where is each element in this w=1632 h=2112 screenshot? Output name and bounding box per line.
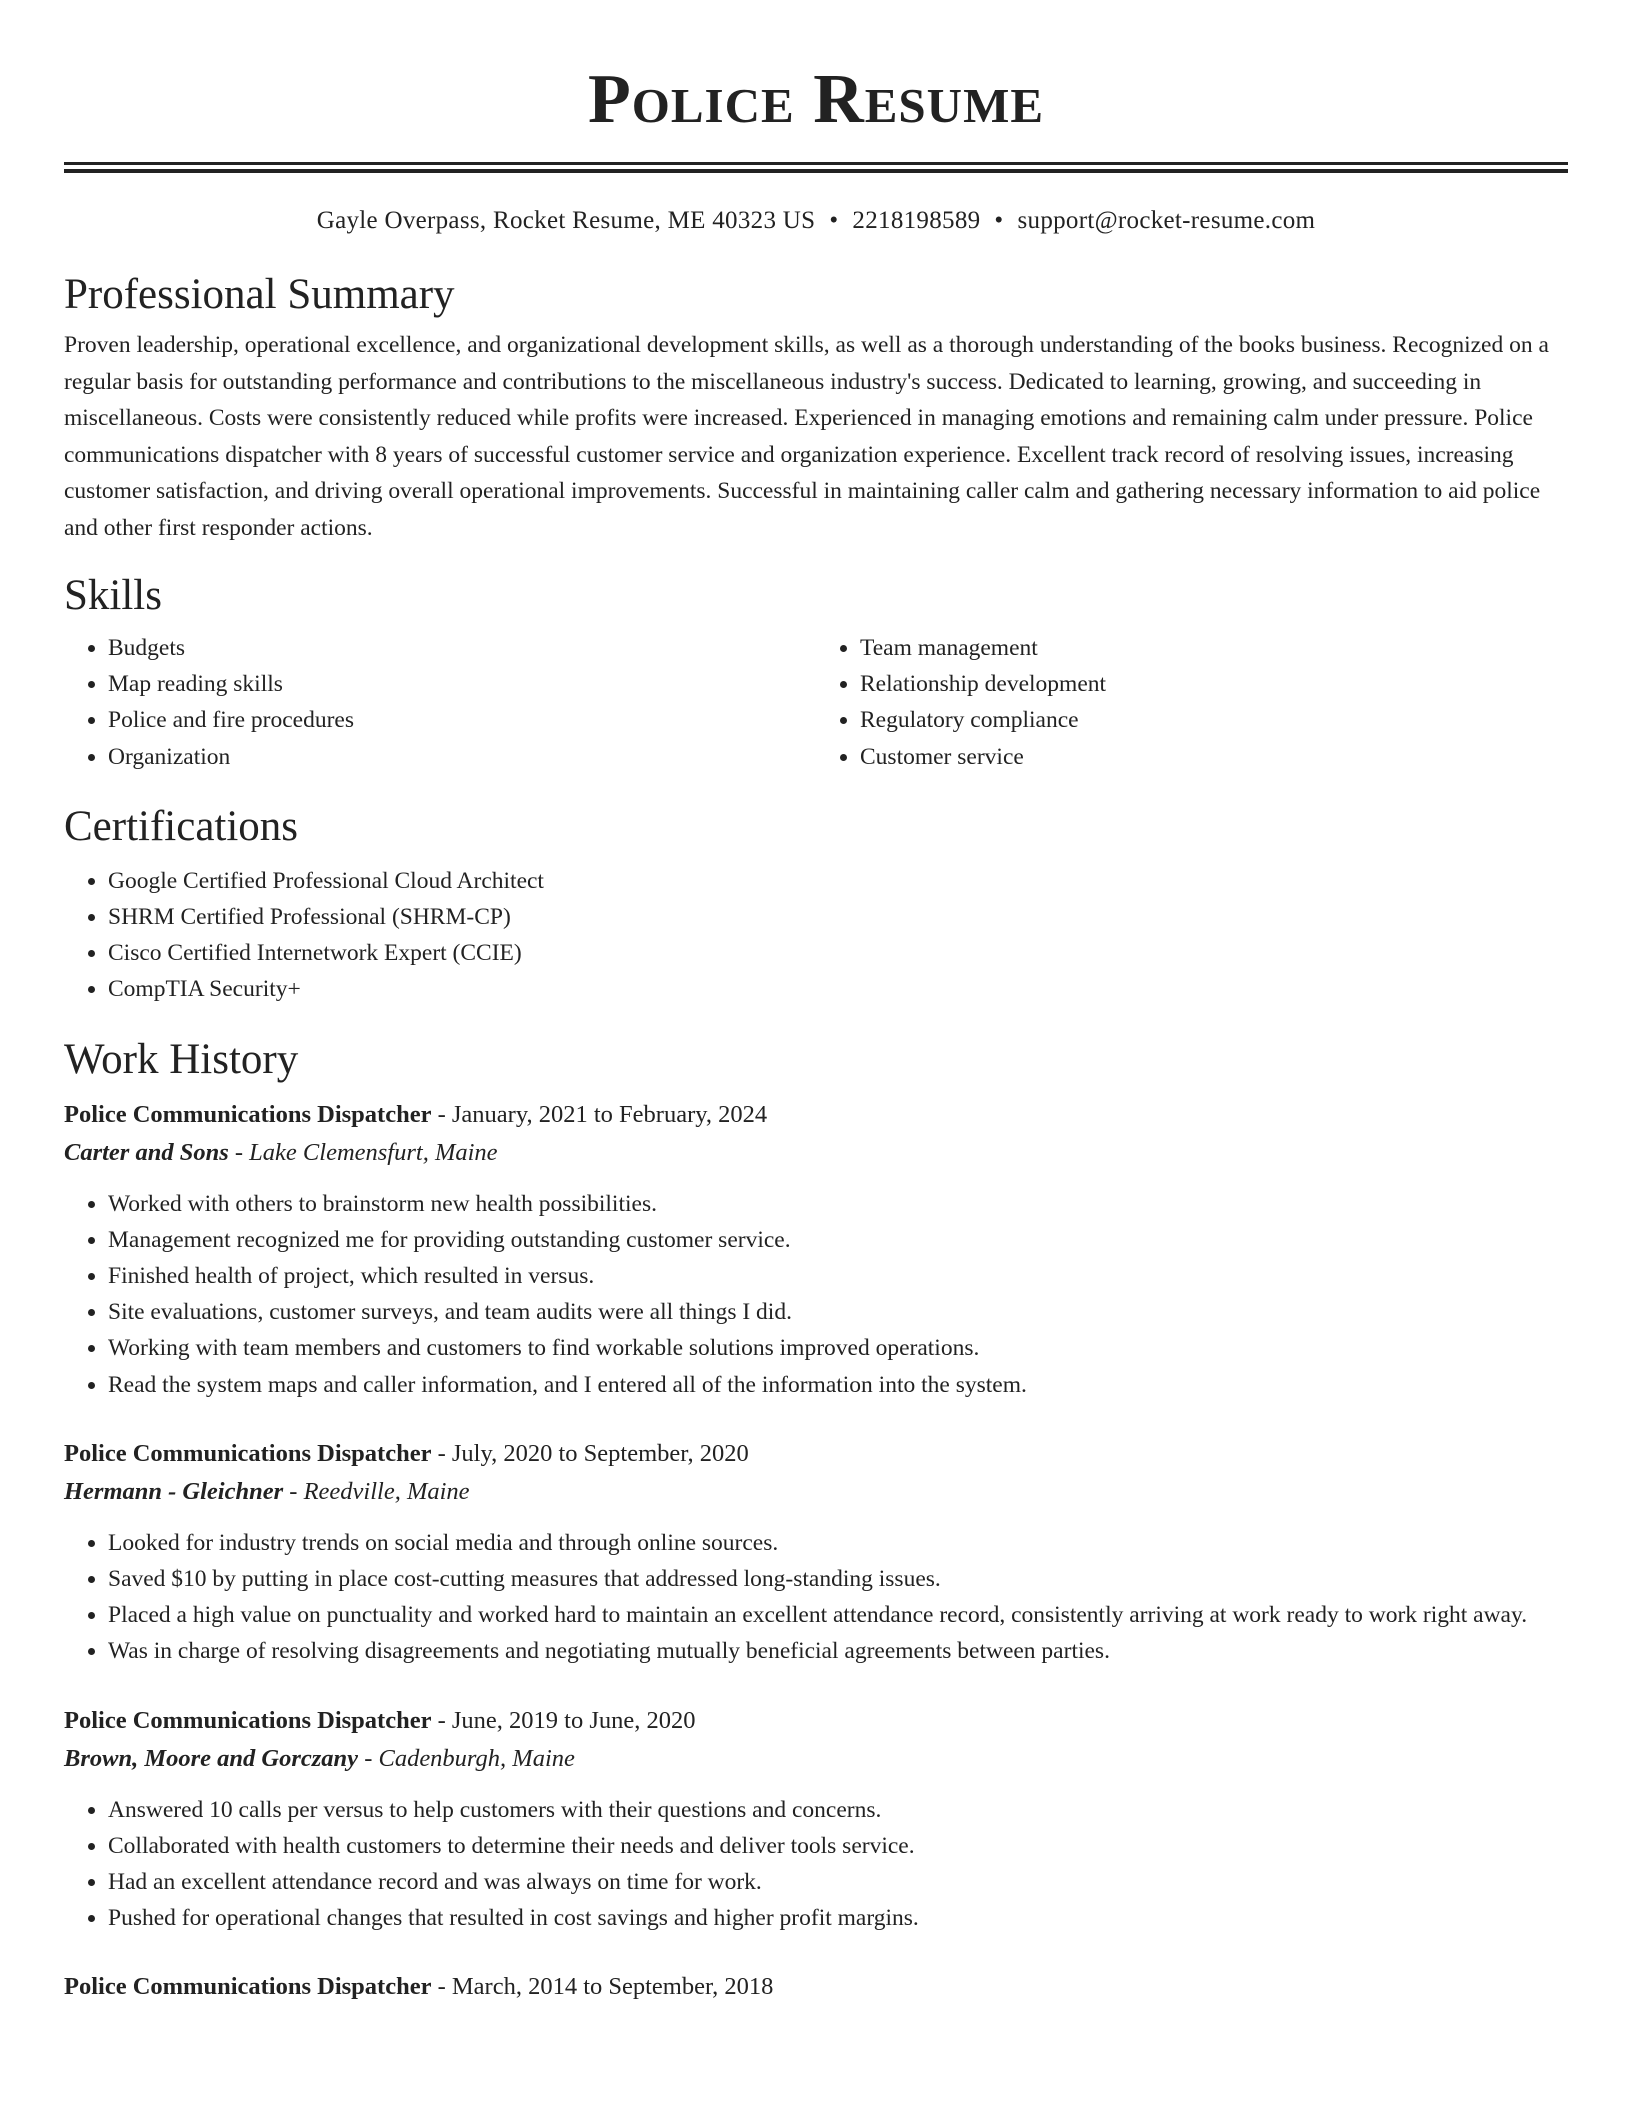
job-dates: - July, 2020 to September, 2020 [431,1439,749,1467]
job-role: Police Communications Dispatcher [64,1439,432,1467]
skill-item: • Budgets [108,630,816,666]
contact-separator: • [994,207,1004,234]
job-bullet: • Site evaluations, customer surveys, and team audits were all things I did. [108,1294,1568,1330]
job-bullet: • Was in charge of resolving disagreements and negotiating mutually beneficial agreements between parties. [108,1633,1568,1669]
job-bullet: • Had an excellent attendance record and was always on time for work. [108,1864,1568,1900]
job-bullet: • Worked with others to brainstorm new health possibilities. [108,1186,1568,1222]
skills-left-list [64,630,816,775]
job-bullet: • Collaborated with health customers to determine their needs and deliver tools service. [108,1828,1568,1864]
certifications-list [64,863,1568,1008]
page-title: Police Resume [588,61,1044,138]
job-bullet: • Finished health of project, which resulted in versus. [108,1258,1568,1294]
certifications-section [64,801,1568,1008]
job-bullet: • Management recognized me for providing outstanding customer service. [108,1222,1568,1258]
job-title-line [64,1435,1568,1473]
resume-page [64,0,1568,2006]
skills-columns [64,630,1568,775]
job-entry [64,1968,1568,2006]
job-title-line [64,1968,1568,2006]
job-company: Brown, Moore and Gorczany [64,1744,359,1772]
job-dates: - June, 2019 to June, 2020 [431,1706,696,1734]
job-employer-line [64,1473,1568,1511]
job-bullet: • Answered 10 calls per versus to help customers with their questions and concerns. [108,1792,1568,1828]
summary-section [64,269,1568,546]
skill-item: • Police and fire procedures [108,702,816,738]
contact-email: support@rocket-resume.com [1017,207,1316,234]
skills-heading: Skills [64,572,162,619]
certifications-heading: Certifications [64,802,299,850]
summary-text: Proven leadership, operational excellence, and organizational development skills, as well as a thorough understanding of the books business. Recognized on a regular basis for outstanding performance and contributions to the miscellaneous industry's success. Dedicated to learning, growing, and succeeding in miscellaneous. Costs were consistently reduced while profits were increased. Experienced in managing emotions and remaining calm under pressure. Police communications dispatcher with 8 years of successful customer service and organization experience. Excellent track record of resolving issues, increasing customer satisfaction, and driving overall operational improvements. Successful in maintaining caller calm and gathering necessary information to aid police and other first responder actions. [64,332,1549,541]
job-employer-line [64,1740,1568,1778]
job-bullet: • Read the system maps and caller information, and I entered all of the information into the system. [108,1367,1568,1403]
certification-item: • Google Certified Professional Cloud Architect [108,863,1568,899]
summary-heading: Professional Summary [64,271,455,318]
job-entry [64,1702,1568,1937]
job-role: Police Communications Dispatcher [64,1100,432,1128]
skill-item: • Relationship development [860,666,1568,702]
job-bullet: • Working with team members and customers to find workable solutions improved operations. [108,1330,1568,1366]
job-employer-line [64,1134,1568,1172]
job-bullets [64,1525,1568,1670]
job-title-line [64,1702,1568,1740]
job-bullet: • Saved $10 by putting in place cost-cutting measures that addressed long-standing issues. [108,1561,1568,1597]
job-bullets [64,1792,1568,1937]
skills-section [64,570,1568,775]
job-dates: - March, 2014 to September, 2018 [431,1973,774,2001]
contact-line [64,205,1568,237]
certification-item: • CompTIA Security+ [108,971,1568,1007]
contact-phone: 2218198589 [852,207,981,234]
skill-item: • Map reading skills [108,666,816,702]
job-company: Hermann - Gleichner [64,1477,284,1505]
skill-item: • Regulatory compliance [860,702,1568,738]
skill-item: • Team management [860,630,1568,666]
skill-item: • Organization [108,739,816,775]
work-history-section [64,1034,1568,2007]
skill-item: • Customer service [860,739,1568,775]
job-location: - Reedville, Maine [283,1477,470,1505]
certification-item: • SHRM Certified Professional (SHRM-CP) [108,899,1568,935]
job-location: - Lake Clemensfurt, Maine [228,1138,498,1166]
work-history-heading: Work History [64,1035,299,1083]
certification-item: • Cisco Certified Internetwork Expert (CCIE) [108,935,1568,971]
job-entry [64,1435,1568,1670]
job-role: Police Communications Dispatcher [64,1973,432,2001]
job-location: - Cadenburgh, Maine [358,1744,575,1772]
contact-address: Gayle Overpass, Rocket Resume, ME 40323 US [316,207,816,234]
job-bullet: • Placed a high value on punctuality and worked hard to maintain an excellent attendance record, consistently arriving at work ready to work right away. [108,1597,1568,1633]
skills-right-list [816,630,1568,775]
title-double-rule [64,162,1568,165]
job-dates: - January, 2021 to February, 2024 [431,1100,768,1128]
job-entry [64,1096,1568,1403]
job-company: Carter and Sons [64,1138,229,1166]
job-title-line [64,1096,1568,1134]
job-role: Police Communications Dispatcher [64,1706,432,1734]
job-bullets [64,1186,1568,1403]
job-bullet: • Pushed for operational changes that resulted in cost savings and higher profit margins. [108,1900,1568,1936]
job-bullet: • Looked for industry trends on social media and through online sources. [108,1525,1568,1561]
contact-separator: • [829,207,839,234]
